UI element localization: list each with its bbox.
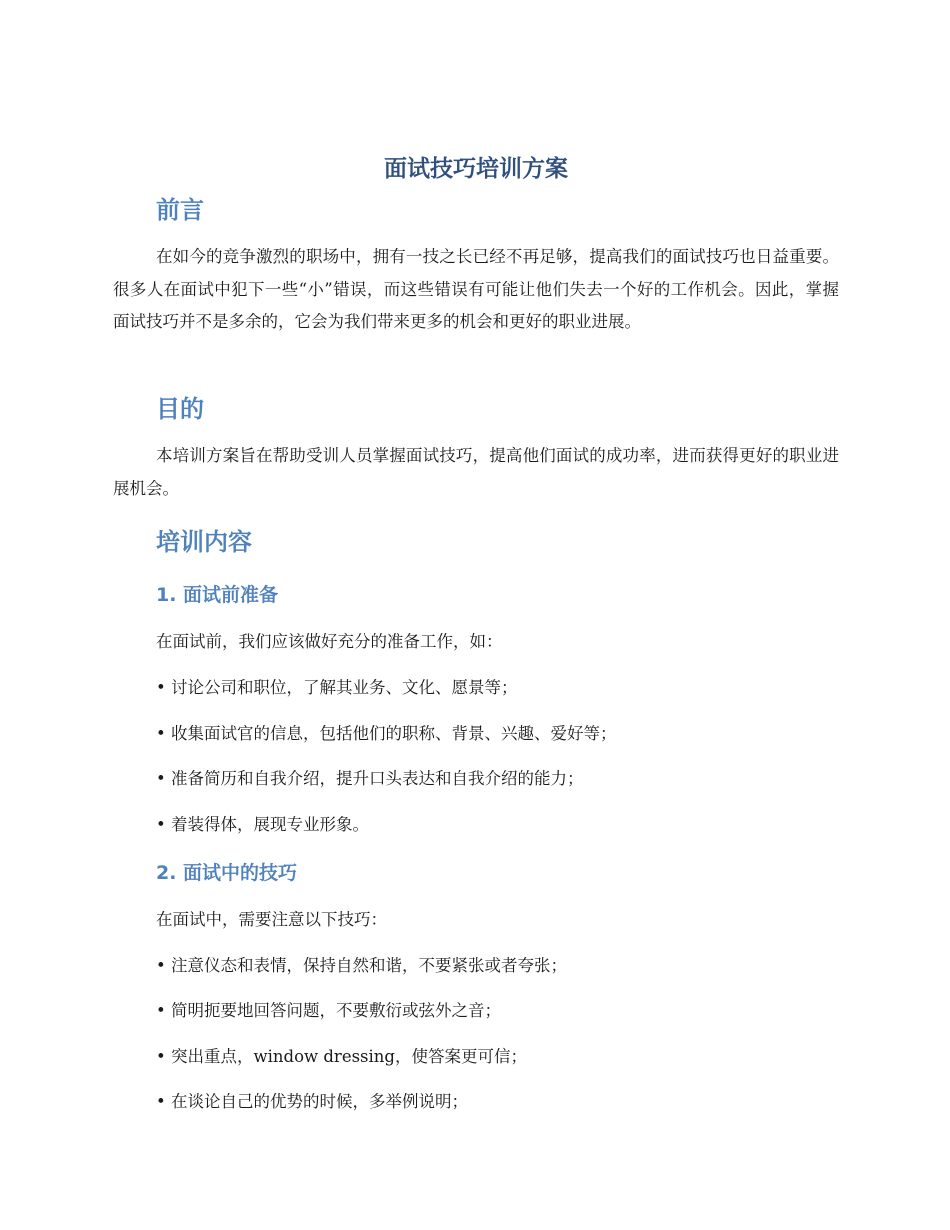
list-item: • 收集面试官的信息，包括他们的职称、背景、兴趣、爱好等； — [156, 724, 617, 743]
list-item: • 注意仪态和表情，保持自然和谐，不要紧张或者夸张； — [156, 956, 567, 975]
list-item: • 准备简历和自我介绍，提升口头表达和自我介绍的能力； — [156, 769, 584, 788]
list-item: • 讨论公司和职位，了解其业务、文化、愿景等； — [156, 678, 518, 697]
section-heading-purpose: 目的 — [156, 395, 204, 423]
preparation-intro: 在面试前，我们应该做好充分的准备工作，如： — [156, 632, 503, 651]
list-item: • 突出重点，window dressing，使答案更可信； — [156, 1047, 527, 1066]
subsection-heading-preparation: 1. 面试前准备 — [156, 584, 279, 606]
interview-tips-intro: 在面试中，需要注意以下技巧： — [156, 910, 387, 929]
subsection-heading-interview-tips: 2. 面试中的技巧 — [156, 862, 298, 884]
purpose-paragraph: 本培训方案旨在帮助受训人员掌握面试技巧，提高他们面试的成功率，进而获得更好的职业进展机会。 — [113, 446, 839, 498]
section-heading-content: 培训内容 — [156, 528, 252, 556]
list-item: • 在谈论自己的优势的时候，多举例说明； — [156, 1092, 468, 1111]
list-item: • 简明扼要地回答问题，不要敷衍或弦外之音； — [156, 1001, 501, 1020]
section-heading-preface: 前言 — [156, 196, 204, 224]
document-title: 面试技巧培训方案 — [384, 156, 568, 182]
list-item: • 着装得体，展现专业形象。 — [156, 815, 369, 834]
preface-paragraph: 在如今的竞争激烈的职场中，拥有一技之长已经不再足够，提高我们的面试技巧也日益重要。很多人在面试中犯下一些“小”错误，而这些错误有可能让他们失去一个好的工作机会。因此，掌握面试技巧并不是多余的，它会为我们带来更多的机会和更好的职业进展。 — [113, 247, 839, 331]
